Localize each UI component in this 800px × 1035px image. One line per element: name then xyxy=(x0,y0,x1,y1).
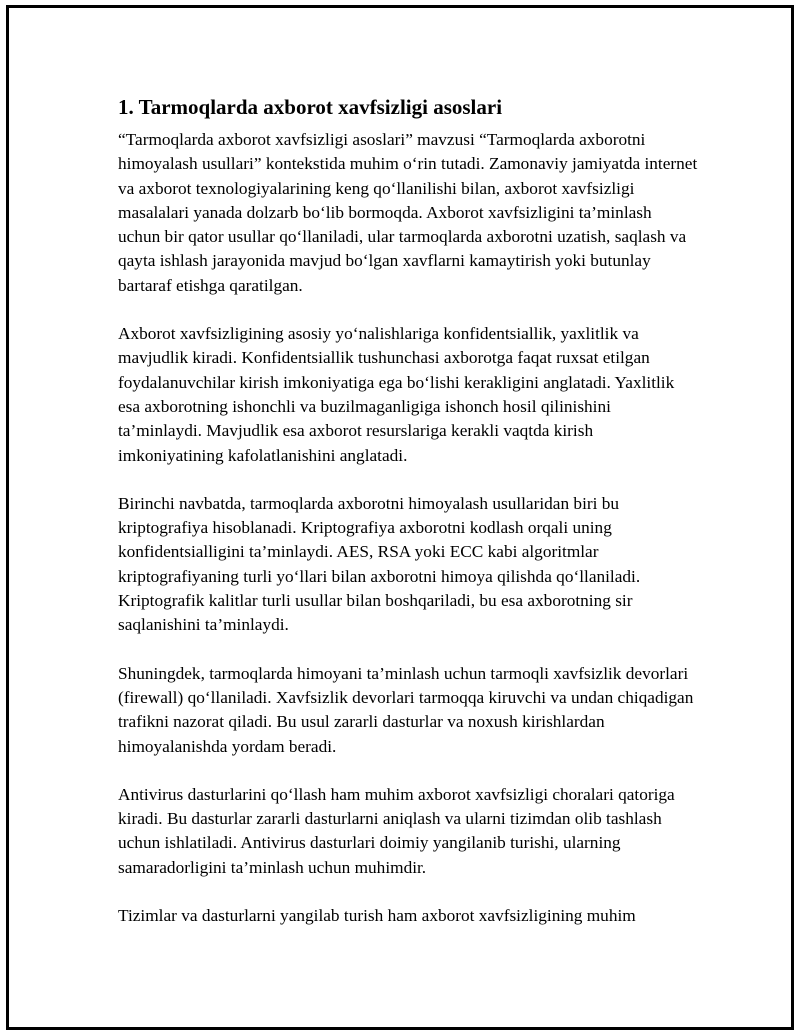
paragraph-3: Birinchi navbatda, tarmoqlarda axborotni himoyalash usullaridan biri bu kriptografiya hisoblanadi. Kriptografiya axborotni kodlash orqali uning konfidentsialligini ta’minlaydi. AES, RSA yoki ECC kabi algoritmlar kriptografiyaning turli yo‘llari bilan axborotni himoya qilishda qo‘llaniladi. Kriptografik kalitlar turli usullar bilan boshqariladi, bu esa axborotning sir saqlanishini ta’minlaydi. xyxy=(118,493,641,635)
paragraph-4: Shuningdek, tarmoqlarda himoyani ta’minlash uchun tarmoqli xavfsizlik devorlari (firewall) qo‘llaniladi. Xavfsizlik devorlari tarmoqqa kiruvchi va undan chiqadigan trafikni nazorat qiladi. Bu usul zararli dasturlar va noxush kirishlardan himoyalanishda yordam beradi. xyxy=(118,663,694,756)
paragraph-6: Tizimlar va dasturlarni yangilab turish ham axborot xavfsizligining muhim xyxy=(118,906,636,926)
section-heading: 1. Tarmoqlarda axborot xavfsizligi asoslari xyxy=(118,95,503,119)
paragraph-5: Antivirus dasturlarini qo‘llash ham muhim axborot xavfsizligi choralari qatoriga kiradi. Bu dasturlar zararli dasturlarni aniqlash va ularni tizimdan olib tashlash uchun ishlatiladi. Antivirus dasturlari doimiy yangilanib turishi, ularning samaradorligini ta’minlash uchun muhimdir. xyxy=(118,784,675,877)
document-body xyxy=(118,94,698,952)
paragraph-2: Axborot xavfsizligining asosiy yo‘nalishlariga konfidentsiallik, yaxlitlik va mavjudlik kiradi. Konfidentsiallik tushunchasi axborotga faqat ruxsat etilgan foydalanuvchilar kirish imkoniyatiga ega bo‘lishi kerakligini anglatadi. Yaxlitlik esa axborotning ishonchli va buzilmaganligiga ishonch hosil qilinishini ta’minlaydi. Mavjudlik esa axborot resurslariga kerakli vaqtda kirish imkoniyatining kafolatlanishini anglatadi. xyxy=(118,324,675,465)
paragraph-1: “Tarmoqlarda axborot xavfsizligi asoslari” mavzusi “Tarmoqlarda axborotni himoyalash usullari” kontekstida muhim o‘rin tutadi. Zamonaviy jamiyatda internet va axborot texnologiyalarining keng qo‘llanilishi bilan, axborot xavfsizligi masalalari yanada dolzarb bo‘lib bormoqda. Axborot xavfsizligini ta’minlash uchun bir qator usullar qo‘llaniladi, ular tarmoqlarda axborotni uzatish, saqlash va qayta ishlash jarayonida mavjud bo‘lgan xavflarni kamaytirish yoki butunlay bartaraf etishga qaratilgan. xyxy=(118,130,698,295)
